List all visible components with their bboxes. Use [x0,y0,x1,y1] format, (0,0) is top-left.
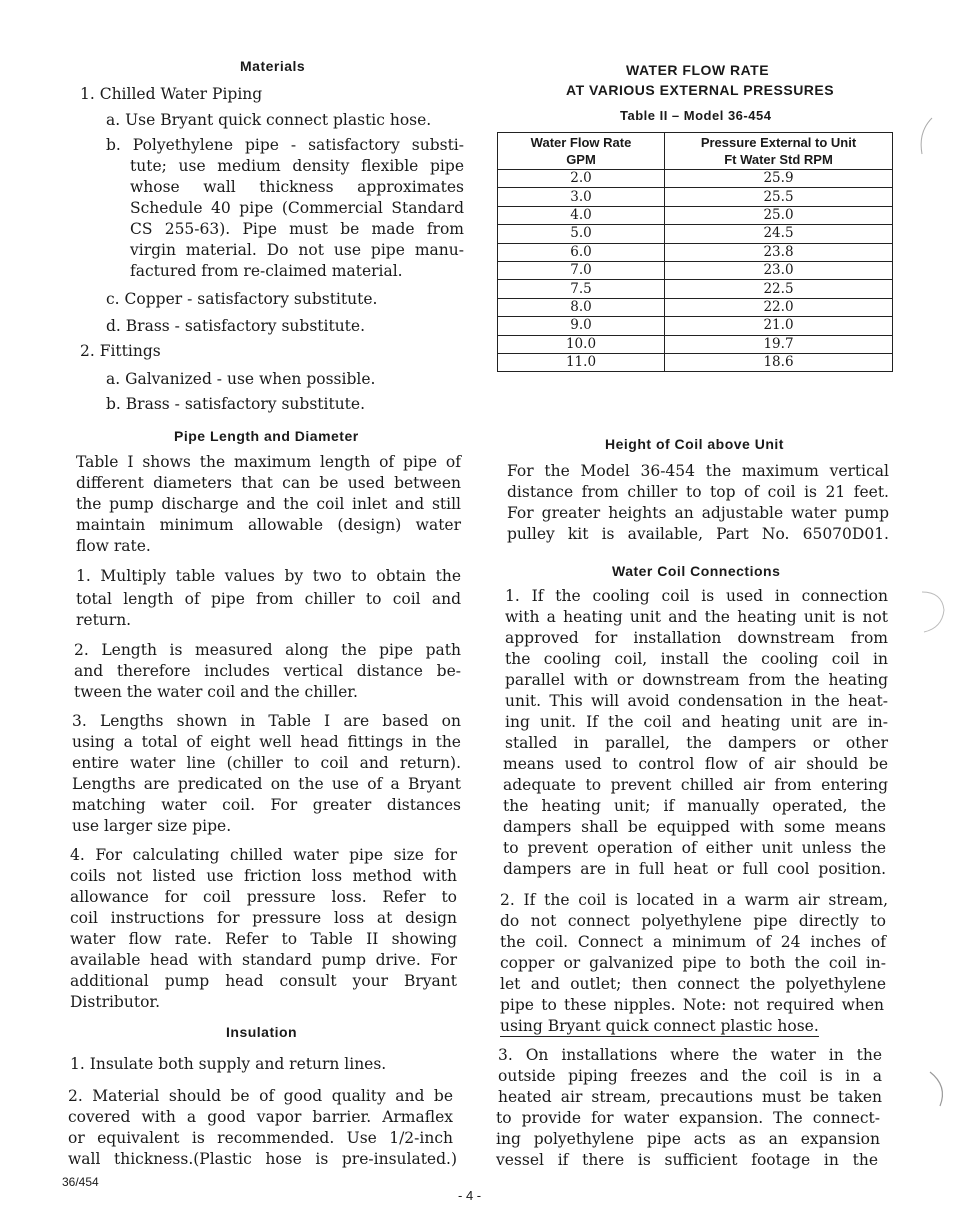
paragraph-line: allowance for coil pressure loss. Refer to [70,888,457,906]
paragraph-line: matching water coil. For greater distances [72,796,461,814]
paragraph-line: Table I shows the maximum length of pipe of [76,453,461,471]
paragraph-line: 4. For calculating chilled water pipe size for [70,846,457,864]
column-header-pressure: Pressure External to Unit Ft Water Std RPM [665,133,893,170]
table-row: 4.0 25.0 [498,206,893,224]
materials-heading: Materials [240,58,306,74]
paragraph-line: parallel with or downstream from the heating [505,671,888,689]
coil-connections-heading: Water Coil Connections [612,563,781,579]
margin-mark [910,1066,950,1116]
paragraph-line: the cooling coil, install the cooling coil in [505,650,888,668]
paragraph-line: or equivalent is recommended. Use 1/2-inch [68,1129,453,1147]
height-heading: Height of Coil above Unit [605,436,784,452]
list-item: virgin material. Do not use pipe manu- [130,241,464,259]
list-item: d. Brass - satisfactory substitute. [106,317,366,335]
table-header-row [498,133,893,170]
table-row: 8.0 22.0 [498,298,893,316]
page-number: - 4 - [458,1188,482,1203]
paragraph-line: with a heating unit and the heating unit is not [505,608,888,626]
paragraph-line: water flow rate. Refer to Table II showing [70,930,457,948]
list-item: Schedule 40 pipe (Commercial Standard [130,199,464,217]
pipe-length-heading: Pipe Length and Diameter [174,428,359,444]
list-item: tute; use medium density flexible pipe [130,157,464,175]
paragraph-line: heated air stream, precautions must be taken [498,1088,882,1106]
list-item: 1. Chilled Water Piping [80,85,263,103]
paragraph-line: return. [76,611,132,629]
note-underlined: using Bryant quick connect plastic hose. [500,1017,819,1035]
list-item: factured from re-claimed material. [130,262,403,280]
margin-mark [912,110,942,170]
paragraph-line: do not connect polyethylene pipe directly to [500,912,886,930]
paragraph-line: total length of pipe from chiller to coil and [76,590,461,608]
paragraph-line: outside piping freezes and the coil is in a [498,1067,882,1085]
table-caption: Table II – Model 36-454 [620,108,772,123]
paragraph-line: use larger size pipe. [72,817,232,835]
table-row: 2.0 25.9 [498,170,893,188]
list-item: whose wall thickness approximates [130,178,464,196]
paragraph-line: adequate to prevent chilled air from entering [503,776,888,794]
paragraph-line: the heating unit; if manually operated, the [503,797,886,815]
paragraph-line: pulley kit is available, Part No. 65070D01. [507,525,889,543]
paragraph-line: let and outlet; then connect the polyethylene [500,975,886,993]
paragraph-line: Distributor. [70,993,161,1011]
table-row: 7.0 23.0 [498,261,893,279]
paragraph-line: For the Model 36-454 the maximum vertical [507,462,889,480]
model-number: 36/454 [62,1175,99,1189]
paragraph-line: coils not listed use friction loss method with [70,867,457,885]
table-row: 3.0 25.5 [498,188,893,206]
list-item: 2. Fittings [80,342,161,360]
list-item: b. Brass - satisfactory substitute. [106,395,366,413]
paragraph-line: available head with standard pump drive. For [70,951,457,969]
paragraph-line: For greater heights an adjustable water pump [507,504,889,522]
paragraph-line: approved for installation downstream from [505,629,888,647]
paragraph-line: 2. Length is measured along the pipe path [74,641,461,659]
table-row: 10.0 19.7 [498,335,893,353]
paragraph-line: additional pump head consult your Bryant [70,972,457,990]
table-row: 11.0 18.6 [498,353,893,371]
paragraph-line: 3. On installations where the water in the [498,1046,882,1064]
paragraph-line: unit. This will avoid condensation in the heat- [505,692,888,710]
paragraph-line: the pump discharge and the coil inlet and still [76,495,461,513]
paragraph-line: maintain minimum allowable (design) water [76,516,461,534]
paragraph-line: wall thickness.(Plastic hose is pre-insulated.) [68,1150,457,1168]
paragraph-line: dampers are in full heat or full cool position. [503,860,886,878]
paragraph-line: to provide for water expansion. The connect- [496,1109,880,1127]
paragraph-line: pipe to these nipples. Note: not required when [500,996,884,1014]
paragraph-line: different diameters that can be used between [76,474,461,492]
list-item: c. Copper - satisfactory substitute. [106,290,378,308]
water-flow-table [497,132,893,372]
paragraph-line: 1. If the cooling coil is used in connection [505,587,888,605]
paragraph-line: vessel if there is sufficient footage in the [496,1151,878,1169]
insulation-heading: Insulation [226,1024,298,1040]
table-row: 6.0 23.8 [498,243,893,261]
paragraph-line: covered with a good vapor barrier. Armaflex [68,1108,453,1126]
table-row: 5.0 24.5 [498,225,893,243]
paragraph-line: flow rate. [76,537,151,555]
paragraph-line: to prevent operation of either unit unless the [503,839,886,857]
paragraph-line: means used to control flow of air should be [503,755,888,773]
paragraph-line: coil instructions for pressure loss at design [70,909,457,927]
paragraph-line: dampers shall be equipped with some means [503,818,886,836]
list-item: b. Polyethylene pipe - satisfactory substi- [106,136,464,154]
paragraph-line: ing polyethylene pipe acts as an expansion [496,1130,880,1148]
paragraph-line: 2. If the coil is located in a warm air stream, [500,891,888,909]
paragraph-line: Lengths are predicated on the use of a Bryant [72,775,461,793]
table-row: 9.0 21.0 [498,317,893,335]
paragraph-line: and therefore includes vertical distance be- [74,662,461,680]
paragraph-line: 3. Lengths shown in Table I are based on [72,712,461,730]
paragraph-line: distance from chiller to top of coil is 21 feet. [507,483,889,501]
paragraph-line: stalled in parallel, the dampers or other [505,734,888,752]
paragraph-line: entire water line (chiller to coil and return). [72,754,461,772]
paragraph-line: copper or galvanized pipe to both the coil in- [500,954,886,972]
paragraph-line: the coil. Connect a minimum of 24 inches of [500,933,886,951]
paragraph-line: 1. Multiply table values by two to obtain the [76,567,461,585]
table-row: 7.5 22.5 [498,280,893,298]
table-title-line-1: WATER FLOW RATE [626,62,770,78]
list-item: CS 255-63). Pipe must be made from [130,220,464,238]
paragraph-line: 1. Insulate both supply and return lines. [70,1055,387,1073]
paragraph-line: ing unit. If the coil and heating unit are in- [505,713,888,731]
paragraph-line: 2. Material should be of good quality and be [68,1087,453,1105]
paragraph-line: tween the water coil and the chiller. [74,683,358,701]
table-title-line-2: AT VARIOUS EXTERNAL PRESSURES [566,82,835,98]
list-item: a. Galvanized - use when possible. [106,370,376,388]
column-header-gpm: Water Flow Rate GPM [498,133,665,170]
list-item: a. Use Bryant quick connect plastic hose. [106,111,432,129]
margin-mark [910,588,950,638]
paragraph-line: using a total of eight well head fittings in the [72,733,461,751]
